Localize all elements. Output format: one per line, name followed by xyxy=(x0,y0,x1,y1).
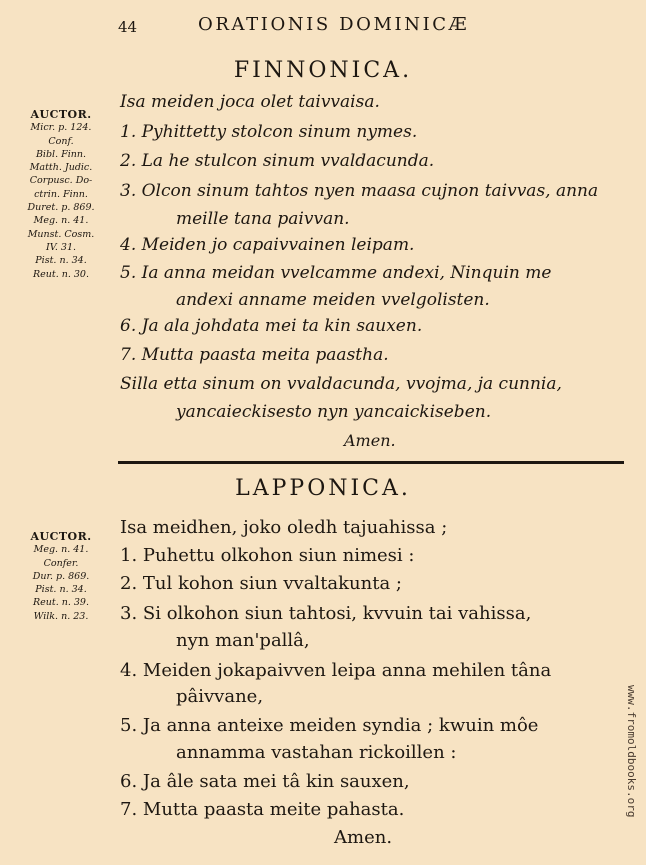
amen: Amen. xyxy=(344,431,396,450)
verse-line: 7. Mutta paasta meita paastha. xyxy=(120,345,389,365)
sidenote-ref: Reut. n. 39. xyxy=(32,597,90,609)
verse-line: nyn man'pallâ, xyxy=(176,630,310,651)
verse-line: 1. Puhettu olkohon siun nimesi : xyxy=(120,545,415,566)
sidenote-finnonica xyxy=(20,108,102,281)
sidenote-ref: Dur. p. 869. xyxy=(32,570,90,582)
sidenote-ref: Duret. p. 869. xyxy=(27,202,95,214)
sidenote-ref: Confer. xyxy=(43,557,79,569)
sidenote-ref: Meg. n. 41. xyxy=(33,544,89,556)
section-divider xyxy=(118,461,624,464)
sidenote-ref: Bibl. Finn. xyxy=(35,148,87,160)
sidenote-ref: Pist. n. 34. xyxy=(35,584,87,596)
verse-line: Isa meidhen, joko oledh tajuahissa ; xyxy=(120,517,448,538)
sidenote-ref: ctrin. Finn. xyxy=(34,188,88,200)
sidenote-ref: Corpusc. Do- xyxy=(29,175,93,187)
verse-line: meille tana paivvan. xyxy=(176,209,350,229)
sidenote-ref: Meg. n. 41. xyxy=(33,215,89,227)
verse-line: 2. Tul kohon siun vvaltakunta ; xyxy=(120,573,402,594)
sidenote-ref: Wilk. n. 23. xyxy=(33,610,89,622)
verse-line: 4. Meiden jokapaivven leipa anna mehilen tâna xyxy=(120,660,552,681)
verse-line: andexi anname meiden vvelgolisten. xyxy=(176,290,490,310)
section-title-lapponica: LAPPONICA. xyxy=(235,476,411,501)
verse-line: 4. Meiden jo capaivvainen leipam. xyxy=(120,235,415,255)
sidenote-lapponica xyxy=(20,530,102,623)
amen: Amen. xyxy=(334,827,393,848)
page-number: 44 xyxy=(118,18,138,36)
verse-line: 2. La he stulcon sinum vvaldacunda. xyxy=(120,151,435,171)
sidenote-ref: Munst. Cosm. xyxy=(27,228,95,240)
sidenote-ref: Conf. xyxy=(48,135,74,147)
watermark: www.fromoldbooks.org xyxy=(625,685,638,818)
sidenote-ref: Micr. p. 124. xyxy=(30,122,92,134)
sidenote-heading: AUCTOR. xyxy=(30,108,92,121)
verse-line: 1. Pyhittetty stolcon sinum nymes. xyxy=(120,122,418,142)
sidenote-heading: AUCTOR. xyxy=(30,530,92,543)
verse-line: 3. Olcon sinum tahtos nyen maasa cujnon taivvas, anna xyxy=(120,181,599,201)
verse-line: 5. Ia anna meidan vvelcamme andexi, Ninquin me xyxy=(120,263,552,283)
verse-line: Silla etta sinum on vvaldacunda, vvojma, ja cunnia, xyxy=(120,374,562,394)
verse-line: Isa meiden joca olet taivvaisa. xyxy=(120,92,380,112)
sidenote-ref: Pist. n. 34. xyxy=(35,255,87,267)
sidenote-ref: Reut. n. 30. xyxy=(32,268,90,280)
verse-line: annamma vastahan rickoillen : xyxy=(176,742,457,763)
verse-line: pâivvane, xyxy=(176,686,264,707)
running-title: ORATIONIS DOMINICÆ xyxy=(198,14,470,35)
sidenote-ref: Matth. Judic. xyxy=(29,162,93,174)
sidenote-ref: IV. 31. xyxy=(45,241,77,253)
verse-line: yancaieckisesto nyn yancaickiseben. xyxy=(176,402,492,422)
verse-line: 5. Ja anna anteixe meiden syndia ; kwuin môe xyxy=(120,715,539,736)
verse-line: 6. Ja ala johdata mei ta kin sauxen. xyxy=(120,316,423,336)
verse-line: 6. Ja âle sata mei tâ kin sauxen, xyxy=(120,771,410,792)
section-title-finnonica: FINNONICA. xyxy=(233,58,413,83)
verse-line: 7. Mutta paasta meite pahasta. xyxy=(120,799,405,820)
verse-line: 3. Si olkohon siun tahtosi, kvvuin tai vahissa, xyxy=(120,603,532,624)
